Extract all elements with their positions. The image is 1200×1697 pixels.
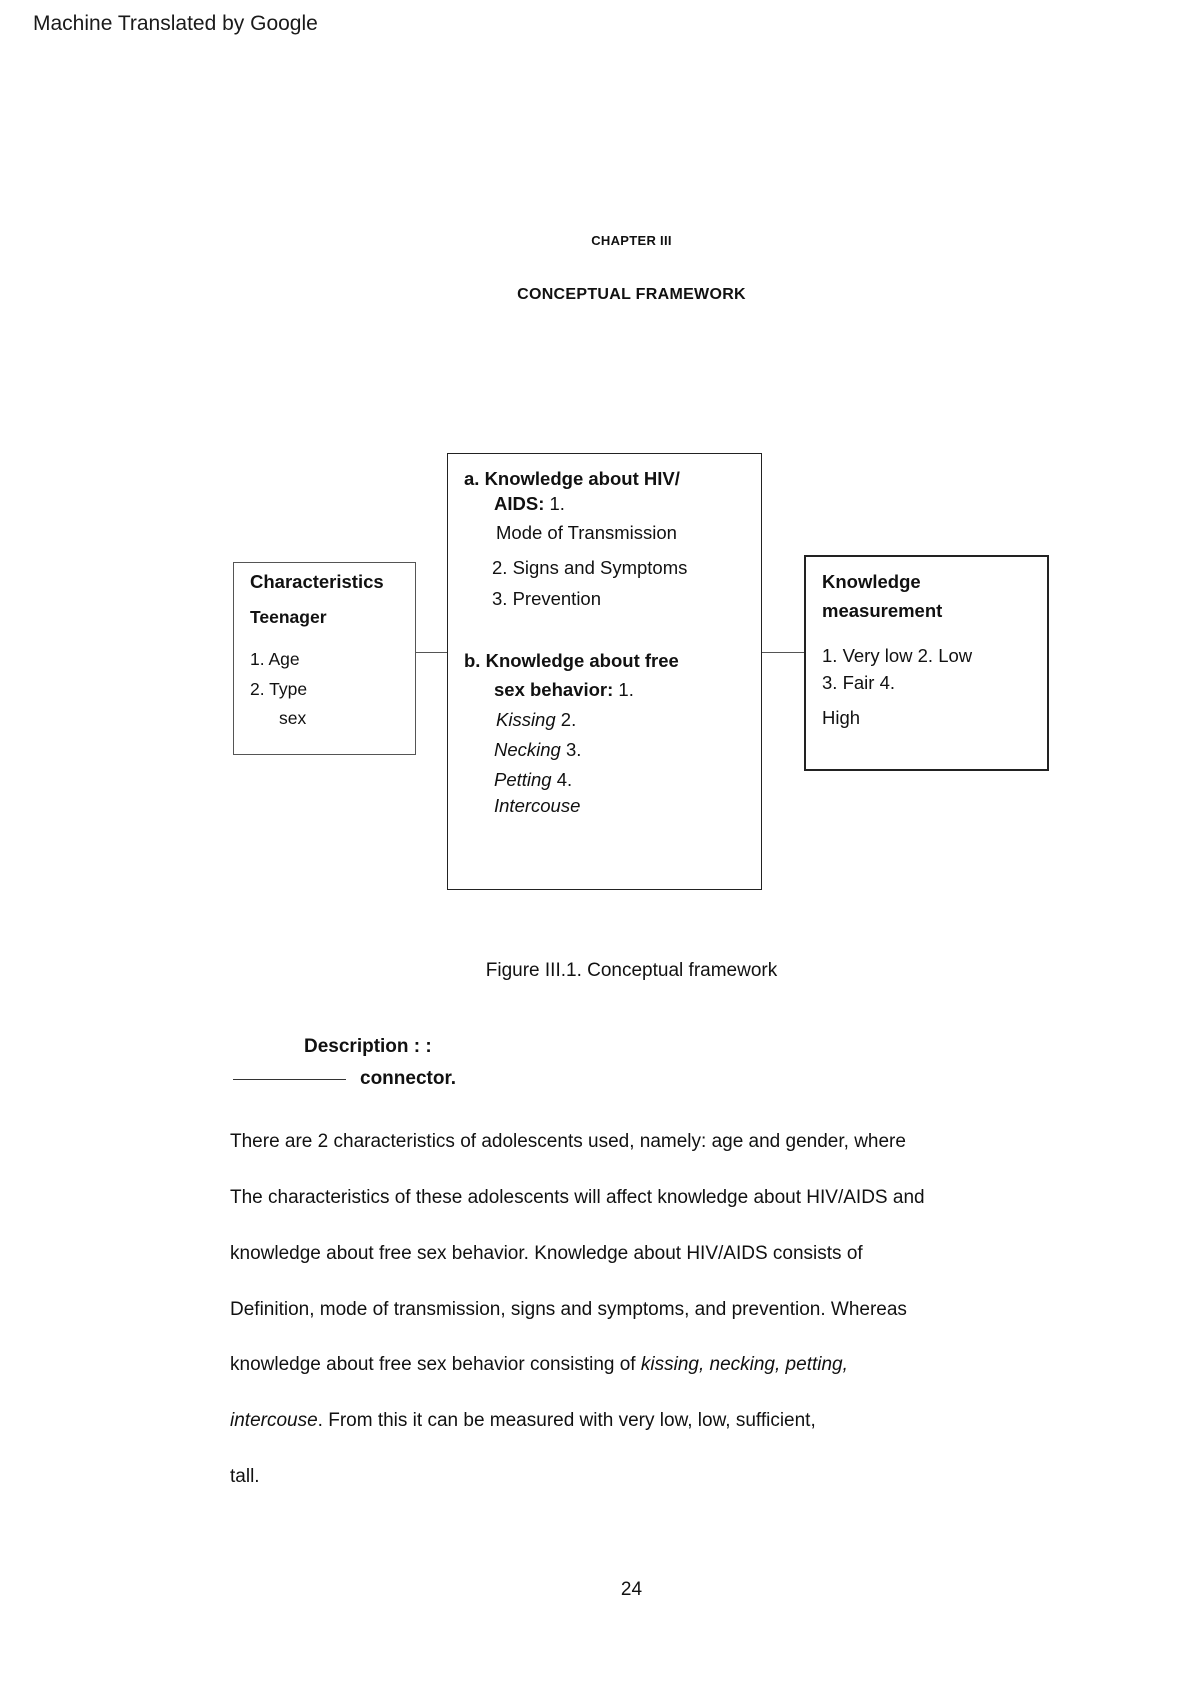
connector-legend-line [233,1079,346,1080]
description-label: Description : : [304,1036,432,1057]
paragraph-line-3: knowledge about free sex behavior. Knowledge about HIV/AIDS consists of [230,1243,863,1264]
behavior-item-kissing: Kissing 2. [496,709,577,730]
sex-behavior-title-cont: sex behavior: 1. [494,679,634,700]
hiv-item-prevention: 3. Prevention [492,588,602,609]
paragraph-line-4: Definition, mode of transmission, signs and symptoms, and prevention. Whereas [230,1299,907,1320]
hiv-knowledge-title: a. Knowledge about HIV/ [464,468,680,489]
characteristics-heading: Characteristics [250,571,384,592]
measurement-levels-line1: 1. Very low 2. Low [822,645,973,666]
measurement-heading: Knowledge [822,571,921,592]
sex-behavior-title: b. Knowledge about free [464,650,679,671]
characteristic-type-cont: sex [279,708,307,728]
connector-label: connector. [360,1068,457,1089]
behavior-item-necking: Necking 3. [494,739,582,760]
connector-line-right [762,652,804,653]
hiv-item-symptoms: 2. Signs and Symptoms [492,557,688,578]
paragraph-line-2: The characteristics of these adolescents will affect knowledge about HIV/AIDS and [230,1187,925,1208]
hiv-knowledge-title-cont: AIDS: 1. [494,493,565,514]
hiv-item-transmission: Mode of Transmission [496,522,677,543]
connector-line-left [416,652,447,653]
behavior-item-intercouse: Intercouse [494,795,581,816]
teenager-subheading: Teenager [250,607,327,627]
paragraph-line-7: tall. [230,1466,260,1487]
behavior-item-petting: Petting 4. [494,769,573,790]
paragraph-line-5: knowledge about free sex behavior consisting of kissing, necking, petting, [230,1354,848,1375]
characteristic-age: 1. Age [250,649,300,669]
page-number: 24 [620,1579,643,1600]
paragraph-line-6: intercouse. From this it can be measured with very low, low, sufficient, [230,1410,816,1431]
figure-caption: Figure III.1. Conceptual framework [485,960,778,981]
paragraph-line-1: There are 2 characteristics of adolescents used, namely: age and gender, where [230,1131,906,1152]
translation-banner: Machine Translated by Google [33,12,318,35]
measurement-levels-line2: 3. Fair 4. [822,672,895,693]
characteristic-type: 2. Type [250,679,308,699]
page-title: CONCEPTUAL FRAMEWORK [517,286,746,303]
measurement-heading-cont: measurement [822,600,943,621]
measurement-levels-line3: High [822,707,861,728]
chapter-heading: CHAPTER III [591,233,672,248]
